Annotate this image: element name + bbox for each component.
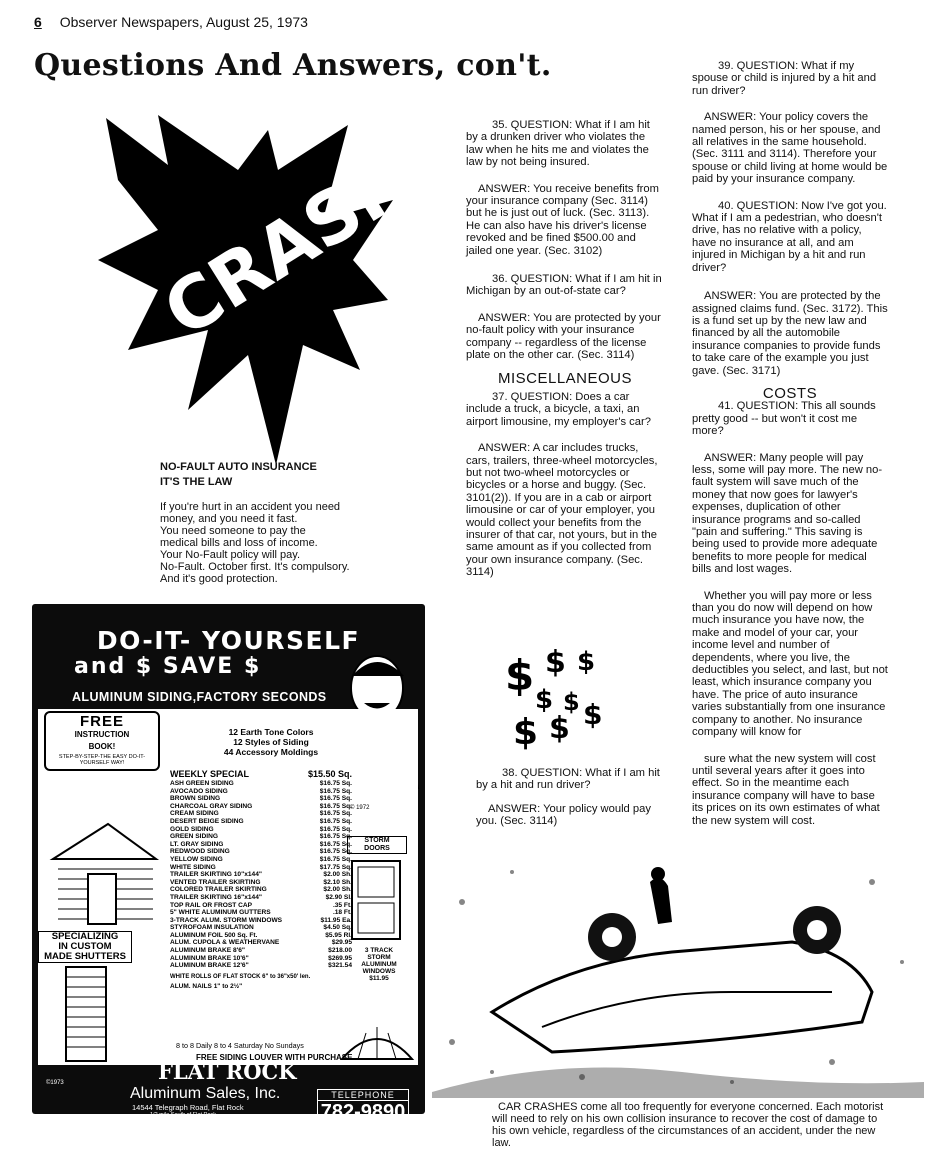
nofault-title-line1: NO-FAULT AUTO INSURANCE <box>160 461 317 473</box>
price-row <box>170 886 352 894</box>
specializing-line: IN CUSTOM <box>58 941 112 952</box>
price-item-name: ASH GREEN SIDING <box>170 780 234 787</box>
price-item-name: YELLOW SIDING <box>170 855 223 863</box>
dollar-signs-icon <box>505 640 635 753</box>
price-row <box>170 947 352 955</box>
price-item-name: COLORED TRAILER SKIRTING <box>170 886 267 894</box>
price-row <box>170 871 352 879</box>
storm-doors-label <box>347 836 407 854</box>
price-item-value: .18 Ft. <box>332 909 352 917</box>
moldings-line: 44 Accessory Moldings <box>223 747 319 757</box>
free-book-badge <box>44 711 160 771</box>
weekly-special-row <box>170 769 352 780</box>
section-costs: COSTS <box>762 384 818 402</box>
price-item-name: ALUMINUM BRAKE 10'6" <box>170 954 249 962</box>
price-row <box>170 902 352 910</box>
price-item-value: $16.75 Sq. <box>319 825 352 833</box>
price-row <box>170 962 352 970</box>
price-item-name: WHITE SIDING <box>170 863 216 871</box>
svg-text:$: $ <box>583 698 603 731</box>
shutter-icon <box>46 965 126 1063</box>
price-item-name: LT. GRAY SIDING <box>170 840 224 848</box>
paragraph-cost-estimates: sure what the new system will cost until several years after it goes into effect. So in the meantime each insurance company will have to base its prices on its own estimates of what the new system will cost. <box>692 752 880 827</box>
company-subtitle: Aluminum Sales, Inc. <box>130 1085 281 1102</box>
nofault-title-line2: IT'S THE LAW <box>160 476 233 488</box>
price-item-value: $2.00 Sh. <box>323 886 352 894</box>
price-row <box>170 894 352 902</box>
storm-window-line: WINDOWS <box>362 968 396 975</box>
question-36: 36. QUESTION: What if I am hit in Michigan by an out-of-state car? <box>466 273 662 298</box>
price-item-value: $321.54 <box>328 962 352 970</box>
telephone-box <box>317 1089 409 1125</box>
book-label: BOOK! <box>88 742 116 751</box>
price-item-name: TOP RAIL OR FROST CAP <box>170 901 253 909</box>
nofault-body <box>160 501 400 585</box>
price-row <box>170 818 352 826</box>
price-row <box>170 826 352 834</box>
crash-graphic <box>98 110 429 470</box>
price-row <box>170 803 352 811</box>
white-rolls-line: WHITE ROLLS OF FLAT STOCK 6" to 36"x50' len. <box>170 973 311 980</box>
crash-word: CRASH <box>149 135 429 354</box>
question-35: 35. QUESTION: What if I am hit by a drunken driver who violates the law when he hits me and violates the law by not being insured. <box>466 119 650 169</box>
nofault-line: If you're hurt in an accident you need <box>160 501 341 513</box>
house-siding-icon <box>48 819 158 927</box>
price-item-value: $15.50 Sq. <box>307 769 352 779</box>
price-item-name: VENTED TRAILER SKIRTING <box>170 878 261 886</box>
price-item-value: $16.75 Sq. <box>319 840 352 848</box>
nofault-line: money, and you need it fast. <box>160 513 298 525</box>
price-item-value: $17.75 Sq. <box>319 863 352 871</box>
company-address: 14544 Telegraph Road, Flat Rock <box>132 1103 244 1112</box>
price-item-value: $29.95 <box>331 939 352 947</box>
column-2-top <box>466 119 664 590</box>
page-number: 6 <box>34 14 42 30</box>
answer-38: ANSWER: Your policy would pay you. (Sec. 3114) <box>476 802 651 828</box>
nofault-line: You need someone to pay the <box>160 525 306 537</box>
company-address-note: 1/2 mile South of Flat Rock <box>150 1112 217 1118</box>
free-louver-offer: FREE SIDING LOUVER WITH PURCHASE <box>196 1053 353 1062</box>
svg-text:$: $ <box>563 688 580 716</box>
styles-line: 12 Styles of Siding <box>233 737 309 747</box>
price-item-value: $16.75 Sq. <box>319 848 352 856</box>
price-item-value: $16.75 Sq. <box>319 802 352 810</box>
answer-36: ANSWER: You are protected by your no-fault policy with your insurance company -- regardless of the license plate on the other car. (Sec. 3114) <box>466 311 661 362</box>
question-37: 37. QUESTION: Does a car include a truck, a bicycle, a taxi, an airport limousine, my employer's car? <box>466 390 651 428</box>
nofault-line: Your No-Fault policy will pay. <box>160 549 301 561</box>
price-item-value: $2.00 Sh. <box>323 871 352 879</box>
company-name: FLAT ROCK <box>158 1059 297 1084</box>
storm-doors-line: DOORS <box>364 845 390 852</box>
crash-starburst-icon <box>98 110 429 470</box>
price-row <box>170 788 352 796</box>
nofault-line: No-Fault. October first. It's compulsory. <box>160 561 350 573</box>
price-item-value: $4.50 Sq. <box>323 924 352 932</box>
alum-nails-line: ALUM. NAILS 1" to 2½" <box>170 982 243 990</box>
ad-copyright: © 1972 <box>350 805 370 811</box>
svg-text:$: $ <box>549 711 570 746</box>
color-options <box>196 727 346 757</box>
free-label: FREE <box>79 713 124 730</box>
question-41: 41. QUESTION: This all sounds pretty good -- but won't it cost me more? <box>692 400 876 438</box>
price-row <box>170 810 352 818</box>
price-row <box>170 932 352 940</box>
telephone-number: 782-9890 <box>320 1101 406 1123</box>
price-item-value: $218.00 <box>328 947 352 955</box>
answer-37: ANSWER: A car includes trucks, cars, trailers, three-wheel motorcycles, but not two-wheel motorcycles or bicycles or a horse and buggy. (Sec. 3101(2)). If you are in a cab or airport limousine or car of your employer, you would collect your benefits from the insurer of that car, not yours, but in the same amount as if you collected from your own insurance company. (Sec. 3114) <box>466 442 658 579</box>
specializing-badge <box>38 931 132 963</box>
price-item-name: ALUM. CUPOLA & WEATHERVANE <box>170 939 280 947</box>
column-3 <box>692 60 888 838</box>
colors-line: 12 Earth Tone Colors <box>228 727 314 737</box>
price-item-name: DESERT BEIGE SIDING <box>170 817 244 825</box>
price-item-value: $16.75 Sq. <box>319 833 352 841</box>
storm-window-line: STORM <box>367 954 391 961</box>
storm-window-line: 3 TRACK <box>364 947 394 954</box>
ad-subheadline: and $ SAVE $ <box>74 654 262 679</box>
nofault-line: medical bills and loss of income. <box>160 537 318 549</box>
svg-text:$: $ <box>505 651 535 700</box>
ad-copyright-2: ©1973 <box>46 1080 64 1086</box>
specializing-line: SPECIALIZING <box>51 931 119 942</box>
price-row <box>170 780 352 788</box>
question-39: 39. QUESTION: What if my spouse or child is injured by a hit and run driver? <box>692 60 877 97</box>
price-item-value: $269.95 <box>328 954 352 962</box>
price-item-name: CHARCOAL GRAY SIDING <box>170 802 253 810</box>
storm-doors-line: STORM <box>364 837 390 844</box>
price-item-name: GOLD SIDING <box>170 825 214 833</box>
answer-41: ANSWER: Many people will pay less, some will pay more. The new no-fault system will save much of the money that now goes for lawyer's expenses, duplication of other insurance programs and so-called "pain and suffering." This saving is being used to provide more adequate benefits to more people for medical bills and lost wages. <box>692 451 883 576</box>
price-row <box>170 939 352 947</box>
svg-text:$: $ <box>577 647 596 677</box>
price-list <box>170 769 352 990</box>
price-item-name: CREAM SIDING <box>170 810 219 818</box>
telephone-label: TELEPHONE <box>318 1090 408 1101</box>
price-item-name: WEEKLY SPECIAL <box>170 769 250 779</box>
price-item-value: $16.75 Sq. <box>319 817 352 825</box>
price-row <box>170 856 352 864</box>
price-item-name: BROWN SIDING <box>170 795 221 803</box>
price-row <box>170 955 352 963</box>
overturned-car-photo <box>432 842 924 1098</box>
price-item-name: ALUMINUM BRAKE 8'6" <box>170 947 246 955</box>
price-row <box>170 848 352 856</box>
ad-tagline: ALUMINUM SIDING,FACTORY SECONDS <box>72 690 327 704</box>
price-row <box>170 864 352 872</box>
price-item-name: AVOCADO SIDING <box>170 787 228 795</box>
section-miscellaneous: MISCELLANEOUS <box>497 369 633 387</box>
price-item-value: $16.75 Sq. <box>319 855 352 863</box>
svg-text:$: $ <box>545 645 566 680</box>
price-row <box>170 833 352 841</box>
flat-rock-advertisement <box>32 604 425 1123</box>
photo-caption: CAR CRASHES come all too frequently for everyone concerned. Each motorist will need to rely on his own collision insurance to recover the cost of damage to his own vehicle, regardless of the circumstances of an accident, under the new law. <box>492 1101 884 1149</box>
price-item-name: GREEN SIDING <box>170 833 218 841</box>
price-item-name: REDWOOD SIDING <box>170 848 230 856</box>
price-row <box>170 795 352 803</box>
price-row <box>170 841 352 849</box>
specializing-line: MADE SHUTTERS <box>44 951 126 962</box>
ad-product-panel <box>38 709 418 1065</box>
ad-headline: DO-IT- YOURSELF <box>96 626 361 655</box>
price-item-value: $16.75 Sq. <box>319 787 352 795</box>
storm-window-line: ALUMINUM <box>361 961 397 968</box>
answer-39: ANSWER: Your policy covers the named person, his or her spouse, and all relatives in the same household. (Sec. 3111 and 3114). Therefore your spouse or child living at home would be paid by your insurance company. <box>692 111 888 186</box>
svg-text:$: $ <box>535 685 554 715</box>
storm-windows-label <box>350 947 408 982</box>
question-38: 38. QUESTION: What if I am hit by a hit and run driver? <box>476 767 660 792</box>
price-item-value: $2.10 Sh. <box>323 878 352 886</box>
instruction-label: INSTRUCTION <box>74 730 130 739</box>
price-row <box>170 909 352 917</box>
page-header <box>34 14 308 30</box>
column-2-bottom <box>476 767 672 839</box>
price-item-value: $5.95 Rl. <box>325 931 352 939</box>
price-row <box>170 879 352 887</box>
price-item-name: 5" WHITE ALUMINUM GUTTERS <box>170 909 271 917</box>
paragraph-cost-depends: Whether you will pay more or less than you do now will depend on how much insurance you have now, the make and model of your car, your income level and number of dependents, where you live, the deductibles you select, and last, but not least, which insurance company you have. The price of auto insurance varies substantially from one insurance company to another. No insurance company will know for <box>692 589 888 739</box>
price-item-value: $11.95 Ea. <box>320 916 352 924</box>
price-item-name: TRAILER SKIRTING 16"x144" <box>170 893 262 901</box>
step-by-step-label: STEP-BY-STEP-THE EASY DO-IT-YOURSELF WAY! <box>58 754 146 766</box>
price-item-name: STYROFOAM INSULATION <box>170 924 254 932</box>
headline: Questions And Answers, con't. <box>34 48 552 83</box>
price-item-value: .35 Ft. <box>332 901 352 909</box>
store-hours: 8 to 8 Daily 8 to 4 Saturday No Sundays <box>176 1041 304 1050</box>
price-item-value: $2.90 Sl. <box>325 893 352 901</box>
price-item-name: ALUMINUM FOIL 500 Sq. Ft. <box>170 931 258 939</box>
price-item-value: $16.75 Sq. <box>319 795 352 803</box>
price-item-value: $16.75 Sq. <box>319 780 352 787</box>
price-item-name: 3-TRACK ALUM. STORM WINDOWS <box>170 916 283 924</box>
nofault-title <box>160 460 317 490</box>
question-40: 40. QUESTION: Now I've got you. What if I am a pedestrian, who doesn't drive, has no relative with a policy, have no insurance at all, and am injured in Michigan by a hit and run driver? <box>692 199 887 274</box>
storm-window-line: $11.95 <box>369 975 389 982</box>
nofault-line: And it's good protection. <box>160 573 278 585</box>
answer-35: ANSWER: You receive benefits from your insurance company (Sec. 3114) but he is just out of luck. (Sec. 3113). He can also have his driver's license revoked and be fined $500.00 and jailed one year. (Sec. 3102) <box>466 182 659 257</box>
answer-40: ANSWER: You are protected by the assigned claims fund. (Sec. 3172). This is a fund set up by the new law and financed by all the automobile insurance companies to provide funds to take care of the example you just gave. (Sec. 3171) <box>692 290 888 377</box>
masthead: Observer Newspapers, August 25, 1973 <box>59 14 308 30</box>
price-row <box>170 917 352 925</box>
price-item-name: ALUMINUM BRAKE 12'6" <box>170 962 249 970</box>
price-item-value: $16.75 Sq. <box>319 810 352 818</box>
price-row <box>170 924 352 932</box>
svg-text:$: $ <box>513 712 539 753</box>
storm-door-icon <box>350 859 402 941</box>
price-item-name: TRAILER SKIRTING 10"x144" <box>170 871 262 879</box>
